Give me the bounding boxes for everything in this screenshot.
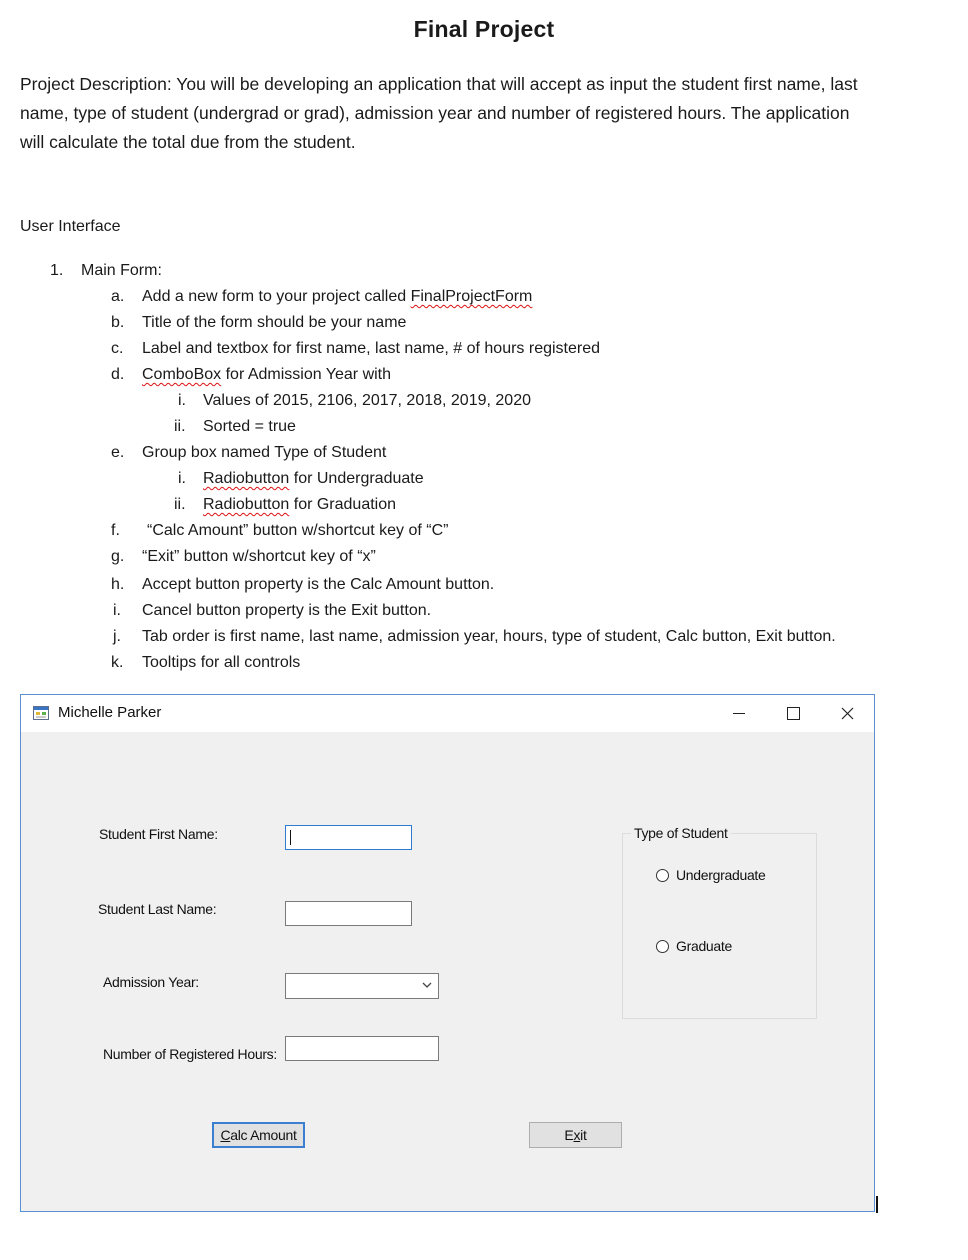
last-name-input[interactable] xyxy=(285,901,412,926)
item-text: for Undergraduate xyxy=(289,470,424,487)
maximize-icon xyxy=(787,707,800,720)
item-marker: b. xyxy=(111,314,125,331)
student-type-groupbox xyxy=(622,825,817,1019)
project-description xyxy=(20,70,945,157)
first-name-label: Student First Name: xyxy=(99,826,218,842)
close-button[interactable] xyxy=(821,695,873,732)
admission-year-label: Admission Year: xyxy=(103,974,199,990)
spellcheck-word: Radiobutton xyxy=(203,496,290,513)
hours-input[interactable] xyxy=(285,1036,439,1061)
item-marker: h. xyxy=(111,576,125,593)
item-b: Title of the form should be your name xyxy=(142,314,407,331)
spellcheck-word: ComboBox xyxy=(142,366,222,383)
user-interface-heading: User Interface xyxy=(20,218,121,235)
item-text: for Graduation xyxy=(289,496,397,513)
item-i: Cancel button property is the Exit button. xyxy=(142,602,432,619)
item-k: Tooltips for all controls xyxy=(142,654,301,671)
item-d xyxy=(142,366,391,384)
item-e: Group box named Type of Student xyxy=(142,444,387,461)
subitem-marker: i. xyxy=(178,392,186,409)
chevron-down-icon[interactable] xyxy=(422,981,432,989)
item-marker: g. xyxy=(111,548,125,565)
item-marker: d. xyxy=(111,366,125,383)
calc-amount-button[interactable] xyxy=(212,1122,305,1148)
graduate-radio[interactable] xyxy=(656,938,732,954)
button-label-rest: alc Amount xyxy=(230,1127,297,1143)
mnemonic-letter: x xyxy=(573,1127,581,1143)
item-marker: a. xyxy=(111,288,125,305)
mnemonic-letter: C xyxy=(220,1127,231,1143)
item-marker: j. xyxy=(113,628,121,645)
description-line: will calculate the total due from the student. xyxy=(20,132,356,152)
radio-label: Undergraduate xyxy=(676,867,766,883)
item-e-i xyxy=(203,470,424,488)
hours-label: Number of Registered Hours: xyxy=(103,1046,277,1062)
spellcheck-word: Radiobutton xyxy=(203,470,290,487)
maximize-button[interactable] xyxy=(767,695,819,732)
subitem-marker: ii. xyxy=(174,496,186,513)
item-e-ii xyxy=(203,496,396,514)
item-marker: i. xyxy=(113,602,121,619)
description-line: Project Description: You will be developing an application that will accept as input the student first name, last xyxy=(20,74,858,94)
item-h: Accept button property is the Calc Amount button. xyxy=(142,576,495,593)
window-title: Michelle Parker xyxy=(58,704,162,721)
button-label-pre: E xyxy=(564,1127,574,1143)
item-a xyxy=(142,288,532,306)
button-label-rest: it xyxy=(580,1127,587,1143)
admission-year-combobox[interactable] xyxy=(285,973,439,999)
item-marker: f. xyxy=(111,522,120,539)
item-g: “Exit” button w/shortcut key of “x” xyxy=(142,548,376,565)
minimize-button[interactable] xyxy=(713,695,765,732)
form-window xyxy=(20,694,875,1212)
groupbox-title: Type of Student xyxy=(631,825,731,841)
item-c: Label and textbox for first name, last name, # of hours registered xyxy=(142,340,601,357)
first-name-input[interactable] xyxy=(285,825,412,850)
section-marker: 1. xyxy=(50,262,64,279)
item-d-ii: Sorted = true xyxy=(203,418,296,435)
item-marker: k. xyxy=(111,654,124,671)
item-marker: e. xyxy=(111,444,125,461)
radio-circle-icon xyxy=(656,869,669,882)
text-cursor-mark xyxy=(876,1196,878,1213)
item-text: for Admission Year with xyxy=(221,366,392,383)
last-name-label: Student Last Name: xyxy=(98,901,217,917)
window-titlebar[interactable] xyxy=(21,695,874,732)
form-app-icon xyxy=(33,706,49,720)
subitem-marker: i. xyxy=(178,470,186,487)
item-f: “Calc Amount” button w/shortcut key of “C” xyxy=(147,522,449,539)
minimize-icon xyxy=(733,713,745,714)
button-label xyxy=(564,1127,586,1143)
item-text: Add a new form to your project called xyxy=(142,288,411,305)
document-title: Final Project xyxy=(413,16,555,42)
text-caret xyxy=(290,830,291,845)
button-label xyxy=(220,1127,296,1143)
item-d-i: Values of 2015, 2106, 2017, 2018, 2019, 2020 xyxy=(203,392,531,409)
close-icon xyxy=(841,707,854,720)
item-j: Tab order is first name, last name, admission year, hours, type of student, Calc button, Exit button. xyxy=(142,628,836,645)
exit-button[interactable] xyxy=(529,1122,622,1148)
subitem-marker: ii. xyxy=(174,418,186,435)
section-title: Main Form: xyxy=(81,262,162,279)
spellcheck-word: FinalProjectForm xyxy=(410,288,533,305)
description-line: name, type of student (undergrad or grad), admission year and number of registered hours. The application xyxy=(20,103,850,123)
undergraduate-radio[interactable] xyxy=(656,867,766,883)
item-marker: c. xyxy=(111,340,124,357)
radio-label: Graduate xyxy=(676,938,732,954)
radio-circle-icon xyxy=(656,940,669,953)
